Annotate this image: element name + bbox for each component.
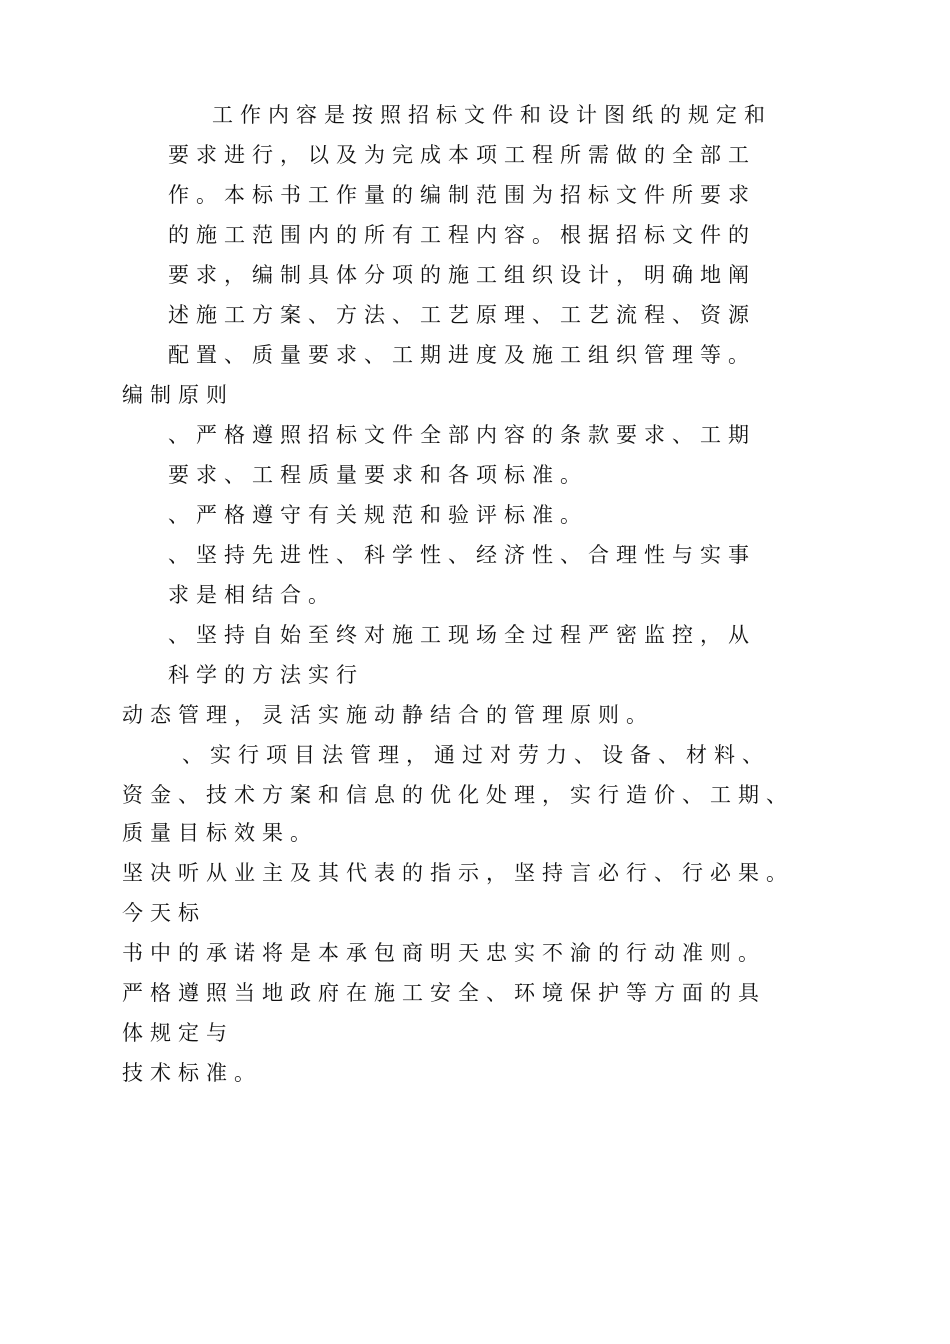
intro-line-1: 工作内容是按照招标文件和设计图纸的规定和	[212, 103, 772, 127]
principle-line-10: 资金、技术方案和信息的优化处理，实行造价、工期、	[122, 783, 794, 807]
principle-line-17: 技术标准。	[122, 1061, 262, 1085]
principle-line-1: 、严格遵照招标文件全部内容的条款要求、工期	[168, 423, 756, 447]
principle-line-13: 今天标	[122, 901, 206, 925]
section-heading: 编制原则	[122, 383, 234, 407]
principle-line-2: 要求、工程质量要求和各项标准。	[168, 463, 588, 487]
principle-line-12: 坚决听从业主及其代表的指示，坚持言必行、行必果。	[122, 861, 794, 885]
principle-line-4: 、坚持先进性、科学性、经济性、合理性与实事	[168, 543, 756, 567]
intro-line-6: 述施工方案、方法、工艺原理、工艺流程、资源	[168, 303, 756, 327]
principle-line-8: 动态管理，灵活实施动静结合的管理原则。	[122, 703, 654, 727]
principle-line-3: 、严格遵守有关规范和验评标准。	[168, 503, 588, 527]
principle-line-15: 严格遵照当地政府在施工安全、环境保护等方面的具	[122, 981, 766, 1005]
principle-line-11: 质量目标效果。	[122, 821, 318, 845]
principle-line-14: 书中的承诺将是本承包商明天忠实不渝的行动准则。	[122, 941, 766, 965]
intro-line-4: 的施工范围内的所有工程内容。根据招标文件的	[168, 223, 756, 247]
intro-line-2: 要求进行，以及为完成本项工程所需做的全部工	[168, 143, 756, 167]
intro-line-5: 要求，编制具体分项的施工组织设计，明确地阐	[168, 263, 756, 287]
principle-line-16: 体规定与	[122, 1021, 234, 1045]
principle-line-9: 、实行项目法管理，通过对劳力、设备、材料、	[182, 743, 770, 767]
principle-line-6: 、坚持自始至终对施工现场全过程严密监控，从	[168, 623, 756, 647]
intro-line-7: 配置、质量要求、工期进度及施工组织管理等。	[168, 343, 756, 367]
principle-line-5: 求是相结合。	[168, 583, 336, 607]
principle-line-7: 科学的方法实行	[168, 663, 364, 687]
intro-line-3: 作。本标书工作量的编制范围为招标文件所要求	[168, 183, 756, 207]
